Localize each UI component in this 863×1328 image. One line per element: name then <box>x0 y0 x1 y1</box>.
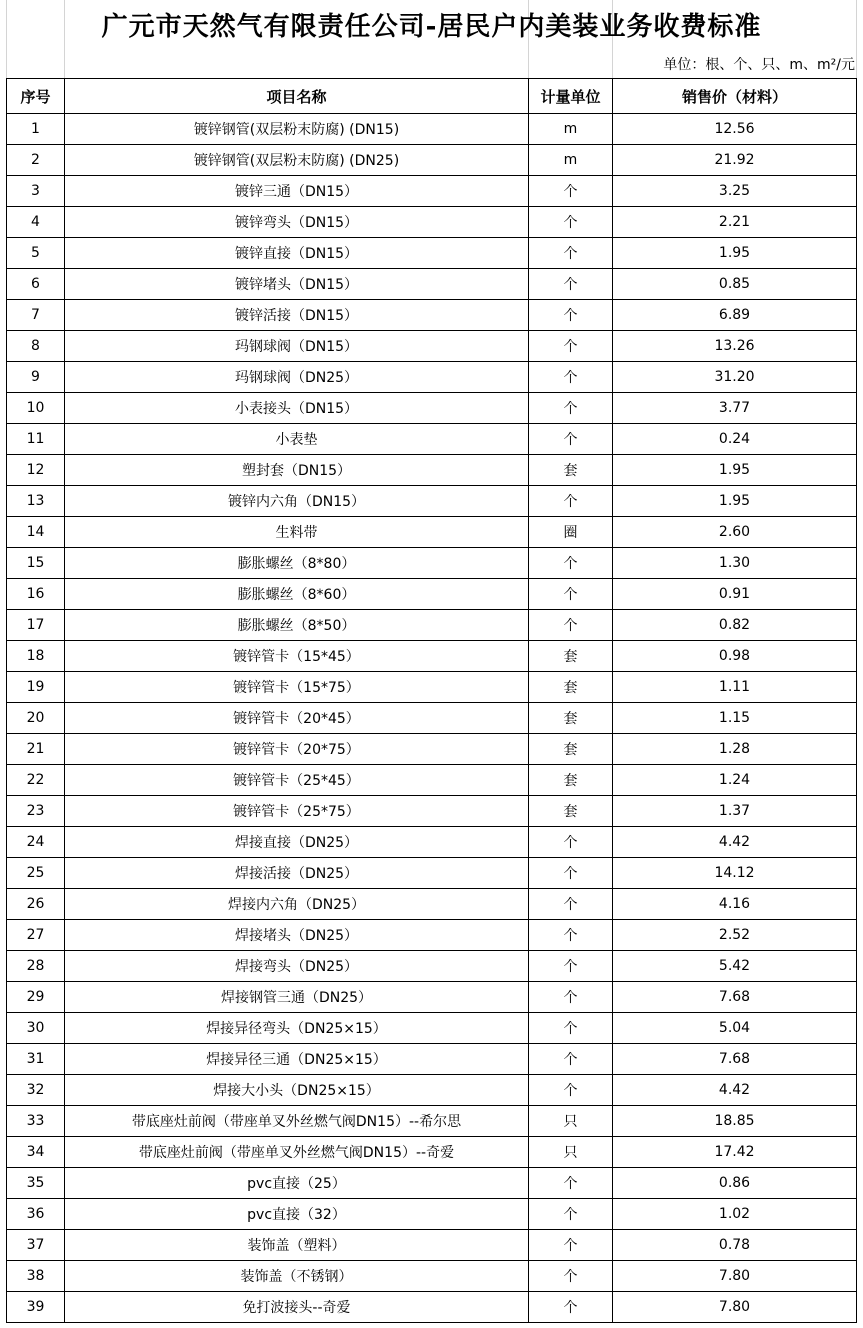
cell-index: 4 <box>7 207 65 238</box>
unit-note-row <box>0 50 855 78</box>
table-row <box>7 610 857 641</box>
cell-price: 1.30 <box>613 548 857 579</box>
cell-price: 0.82 <box>613 610 857 641</box>
cell-price: 0.24 <box>613 424 857 455</box>
cell-price: 1.95 <box>613 486 857 517</box>
cell-item-name: 镀锌管卡（20*75） <box>65 734 529 765</box>
cell-unit: 个 <box>529 827 613 858</box>
cell-price: 0.91 <box>613 579 857 610</box>
cell-unit: 个 <box>529 982 613 1013</box>
cell-item-name: 焊接异径三通（DN25×15） <box>65 1044 529 1075</box>
cell-index: 1 <box>7 114 65 145</box>
table-row <box>7 1137 857 1168</box>
cell-unit: 套 <box>529 703 613 734</box>
cell-unit: 套 <box>529 641 613 672</box>
table-row <box>7 145 857 176</box>
cell-unit: 个 <box>529 362 613 393</box>
table-row <box>7 982 857 1013</box>
header-unit: 计量单位 <box>529 79 613 114</box>
cell-item-name: 镀锌管卡（25*75） <box>65 796 529 827</box>
table-row <box>7 238 857 269</box>
cell-price: 7.68 <box>613 982 857 1013</box>
cell-price: 7.80 <box>613 1292 857 1323</box>
cell-price: 1.15 <box>613 703 857 734</box>
cell-price: 1.95 <box>613 455 857 486</box>
document-title: 广元市天然气有限责任公司-居民户内美装业务收费标准 <box>101 11 762 42</box>
table-row <box>7 1199 857 1230</box>
cell-price: 0.85 <box>613 269 857 300</box>
cell-item-name: 镀锌直接（DN15） <box>65 238 529 269</box>
table-row <box>7 1261 857 1292</box>
cell-index: 39 <box>7 1292 65 1323</box>
cell-item-name: 膨胀螺丝（8*50） <box>65 610 529 641</box>
table-row <box>7 1230 857 1261</box>
cell-unit: m <box>529 145 613 176</box>
cell-item-name: 焊接内六角（DN25） <box>65 889 529 920</box>
cell-index: 36 <box>7 1199 65 1230</box>
cell-price: 4.42 <box>613 827 857 858</box>
cell-index: 22 <box>7 765 65 796</box>
table-row <box>7 114 857 145</box>
table-row <box>7 1075 857 1106</box>
table-row <box>7 796 857 827</box>
cell-index: 30 <box>7 1013 65 1044</box>
cell-price: 6.89 <box>613 300 857 331</box>
cell-index: 12 <box>7 455 65 486</box>
cell-index: 13 <box>7 486 65 517</box>
cell-unit: 个 <box>529 1075 613 1106</box>
header-item-name: 项目名称 <box>65 79 529 114</box>
cell-item-name: 焊接钢管三通（DN25） <box>65 982 529 1013</box>
cell-price: 14.12 <box>613 858 857 889</box>
cell-unit: 个 <box>529 579 613 610</box>
cell-unit: 个 <box>529 331 613 362</box>
cell-index: 2 <box>7 145 65 176</box>
table-body <box>7 114 857 1323</box>
cell-item-name: 玛钢球阀（DN25） <box>65 362 529 393</box>
table-row <box>7 455 857 486</box>
cell-index: 37 <box>7 1230 65 1261</box>
cell-price: 17.42 <box>613 1137 857 1168</box>
table-row <box>7 424 857 455</box>
cell-index: 14 <box>7 517 65 548</box>
cell-price: 1.37 <box>613 796 857 827</box>
cell-price: 7.80 <box>613 1261 857 1292</box>
cell-item-name: 镀锌管卡（15*45） <box>65 641 529 672</box>
cell-index: 20 <box>7 703 65 734</box>
cell-item-name: 焊接直接（DN25） <box>65 827 529 858</box>
cell-item-name: 镀锌弯头（DN15） <box>65 207 529 238</box>
table-row <box>7 765 857 796</box>
table-row <box>7 1292 857 1323</box>
cell-unit: 个 <box>529 548 613 579</box>
cell-index: 26 <box>7 889 65 920</box>
cell-unit: 套 <box>529 796 613 827</box>
cell-unit: 个 <box>529 300 613 331</box>
cell-index: 16 <box>7 579 65 610</box>
cell-index: 5 <box>7 238 65 269</box>
cell-item-name: 小表接头（DN15） <box>65 393 529 424</box>
cell-item-name: 带底座灶前阀（带座单叉外丝燃气阀DN15）--奇爱 <box>65 1137 529 1168</box>
cell-unit: 套 <box>529 765 613 796</box>
cell-price: 2.60 <box>613 517 857 548</box>
cell-index: 34 <box>7 1137 65 1168</box>
table-row <box>7 269 857 300</box>
cell-unit: 只 <box>529 1106 613 1137</box>
cell-index: 7 <box>7 300 65 331</box>
cell-price: 12.56 <box>613 114 857 145</box>
cell-price: 21.92 <box>613 145 857 176</box>
cell-unit: 只 <box>529 1137 613 1168</box>
cell-index: 19 <box>7 672 65 703</box>
cell-item-name: 镀锌钢管(双层粉末防腐) (DN15) <box>65 114 529 145</box>
unit-note: 单位：根、个、只、m、m²/元 <box>663 57 855 73</box>
cell-unit: 套 <box>529 672 613 703</box>
cell-index: 18 <box>7 641 65 672</box>
cell-index: 15 <box>7 548 65 579</box>
cell-unit: 个 <box>529 207 613 238</box>
cell-item-name: 装饰盖（不锈钢） <box>65 1261 529 1292</box>
table-row <box>7 734 857 765</box>
cell-unit: 个 <box>529 269 613 300</box>
table-row <box>7 393 857 424</box>
cell-item-name: 镀锌活接（DN15） <box>65 300 529 331</box>
cell-item-name: 镀锌管卡（15*75） <box>65 672 529 703</box>
cell-item-name: 镀锌钢管(双层粉末防腐) (DN25) <box>65 145 529 176</box>
cell-index: 11 <box>7 424 65 455</box>
cell-item-name: 镀锌管卡（20*45） <box>65 703 529 734</box>
cell-unit: 个 <box>529 176 613 207</box>
cell-unit: 套 <box>529 734 613 765</box>
table-row <box>7 1013 857 1044</box>
table-row <box>7 858 857 889</box>
cell-index: 21 <box>7 734 65 765</box>
cell-item-name: 塑封套（DN15） <box>65 455 529 486</box>
cell-item-name: 焊接堵头（DN25） <box>65 920 529 951</box>
cell-item-name: 焊接弯头（DN25） <box>65 951 529 982</box>
cell-index: 33 <box>7 1106 65 1137</box>
cell-item-name: pvc直接（25） <box>65 1168 529 1199</box>
table-row <box>7 548 857 579</box>
cell-price: 0.86 <box>613 1168 857 1199</box>
cell-index: 9 <box>7 362 65 393</box>
cell-unit: 套 <box>529 455 613 486</box>
cell-price: 0.78 <box>613 1230 857 1261</box>
cell-item-name: 生料带 <box>65 517 529 548</box>
cell-unit: 个 <box>529 1013 613 1044</box>
cell-item-name: 焊接活接（DN25） <box>65 858 529 889</box>
cell-price: 3.77 <box>613 393 857 424</box>
cell-price: 7.68 <box>613 1044 857 1075</box>
cell-item-name: 镀锌堵头（DN15） <box>65 269 529 300</box>
cell-index: 31 <box>7 1044 65 1075</box>
header-price: 销售价（材料） <box>613 79 857 114</box>
cell-unit: 个 <box>529 486 613 517</box>
cell-index: 38 <box>7 1261 65 1292</box>
table-row <box>7 672 857 703</box>
cell-unit: 个 <box>529 610 613 641</box>
table-row <box>7 1106 857 1137</box>
cell-unit: 个 <box>529 393 613 424</box>
header-row <box>7 79 857 114</box>
cell-unit: 个 <box>529 424 613 455</box>
cell-unit: 个 <box>529 1261 613 1292</box>
cell-item-name: 装饰盖（塑料） <box>65 1230 529 1261</box>
cell-item-name: 玛钢球阀（DN15） <box>65 331 529 362</box>
cell-price: 1.02 <box>613 1199 857 1230</box>
cell-index: 6 <box>7 269 65 300</box>
cell-item-name: 小表垫 <box>65 424 529 455</box>
cell-price: 5.04 <box>613 1013 857 1044</box>
cell-price: 2.52 <box>613 920 857 951</box>
cell-unit: 圈 <box>529 517 613 548</box>
cell-index: 17 <box>7 610 65 641</box>
cell-item-name: 焊接大小头（DN25×15） <box>65 1075 529 1106</box>
table-row <box>7 300 857 331</box>
table-row <box>7 486 857 517</box>
cell-price: 4.42 <box>613 1075 857 1106</box>
cell-price: 1.28 <box>613 734 857 765</box>
cell-unit: 个 <box>529 238 613 269</box>
table-row <box>7 331 857 362</box>
cell-item-name: 镀锌管卡（25*45） <box>65 765 529 796</box>
cell-index: 23 <box>7 796 65 827</box>
table-row <box>7 889 857 920</box>
cell-unit: 个 <box>529 1168 613 1199</box>
table-row <box>7 176 857 207</box>
cell-unit: 个 <box>529 889 613 920</box>
cell-item-name: 膨胀螺丝（8*80） <box>65 548 529 579</box>
table-row <box>7 579 857 610</box>
table-row <box>7 951 857 982</box>
cell-unit: 个 <box>529 920 613 951</box>
cell-index: 35 <box>7 1168 65 1199</box>
table-row <box>7 920 857 951</box>
cell-unit: 个 <box>529 1199 613 1230</box>
cell-price: 2.21 <box>613 207 857 238</box>
cell-item-name: 镀锌三通（DN15） <box>65 176 529 207</box>
cell-item-name: 焊接异径弯头（DN25×15） <box>65 1013 529 1044</box>
cell-price: 31.20 <box>613 362 857 393</box>
cell-item-name: pvc直接（32） <box>65 1199 529 1230</box>
cell-price: 5.42 <box>613 951 857 982</box>
table-row <box>7 827 857 858</box>
table-row <box>7 362 857 393</box>
cell-index: 25 <box>7 858 65 889</box>
table-row <box>7 1044 857 1075</box>
cell-price: 13.26 <box>613 331 857 362</box>
title-row <box>0 0 863 48</box>
cell-unit: 个 <box>529 1292 613 1323</box>
cell-index: 8 <box>7 331 65 362</box>
cell-index: 3 <box>7 176 65 207</box>
price-table <box>6 78 857 1323</box>
cell-index: 27 <box>7 920 65 951</box>
table-row <box>7 517 857 548</box>
table-row <box>7 641 857 672</box>
cell-price: 0.98 <box>613 641 857 672</box>
cell-index: 24 <box>7 827 65 858</box>
cell-index: 28 <box>7 951 65 982</box>
cell-unit: 个 <box>529 858 613 889</box>
cell-index: 32 <box>7 1075 65 1106</box>
table-row <box>7 207 857 238</box>
cell-item-name: 带底座灶前阀（带座单叉外丝燃气阀DN15）--希尔思 <box>65 1106 529 1137</box>
cell-index: 29 <box>7 982 65 1013</box>
cell-price: 4.16 <box>613 889 857 920</box>
cell-unit: 个 <box>529 1044 613 1075</box>
cell-item-name: 镀锌内六角（DN15） <box>65 486 529 517</box>
cell-price: 1.95 <box>613 238 857 269</box>
cell-price: 3.25 <box>613 176 857 207</box>
cell-price: 18.85 <box>613 1106 857 1137</box>
table-row <box>7 1168 857 1199</box>
cell-unit: m <box>529 114 613 145</box>
cell-unit: 个 <box>529 951 613 982</box>
cell-unit: 个 <box>529 1230 613 1261</box>
cell-index: 10 <box>7 393 65 424</box>
cell-price: 1.11 <box>613 672 857 703</box>
cell-item-name: 膨胀螺丝（8*60） <box>65 579 529 610</box>
header-index: 序号 <box>7 79 65 114</box>
cell-item-name: 免打波接头--奇爱 <box>65 1292 529 1323</box>
cell-price: 1.24 <box>613 765 857 796</box>
table-row <box>7 703 857 734</box>
